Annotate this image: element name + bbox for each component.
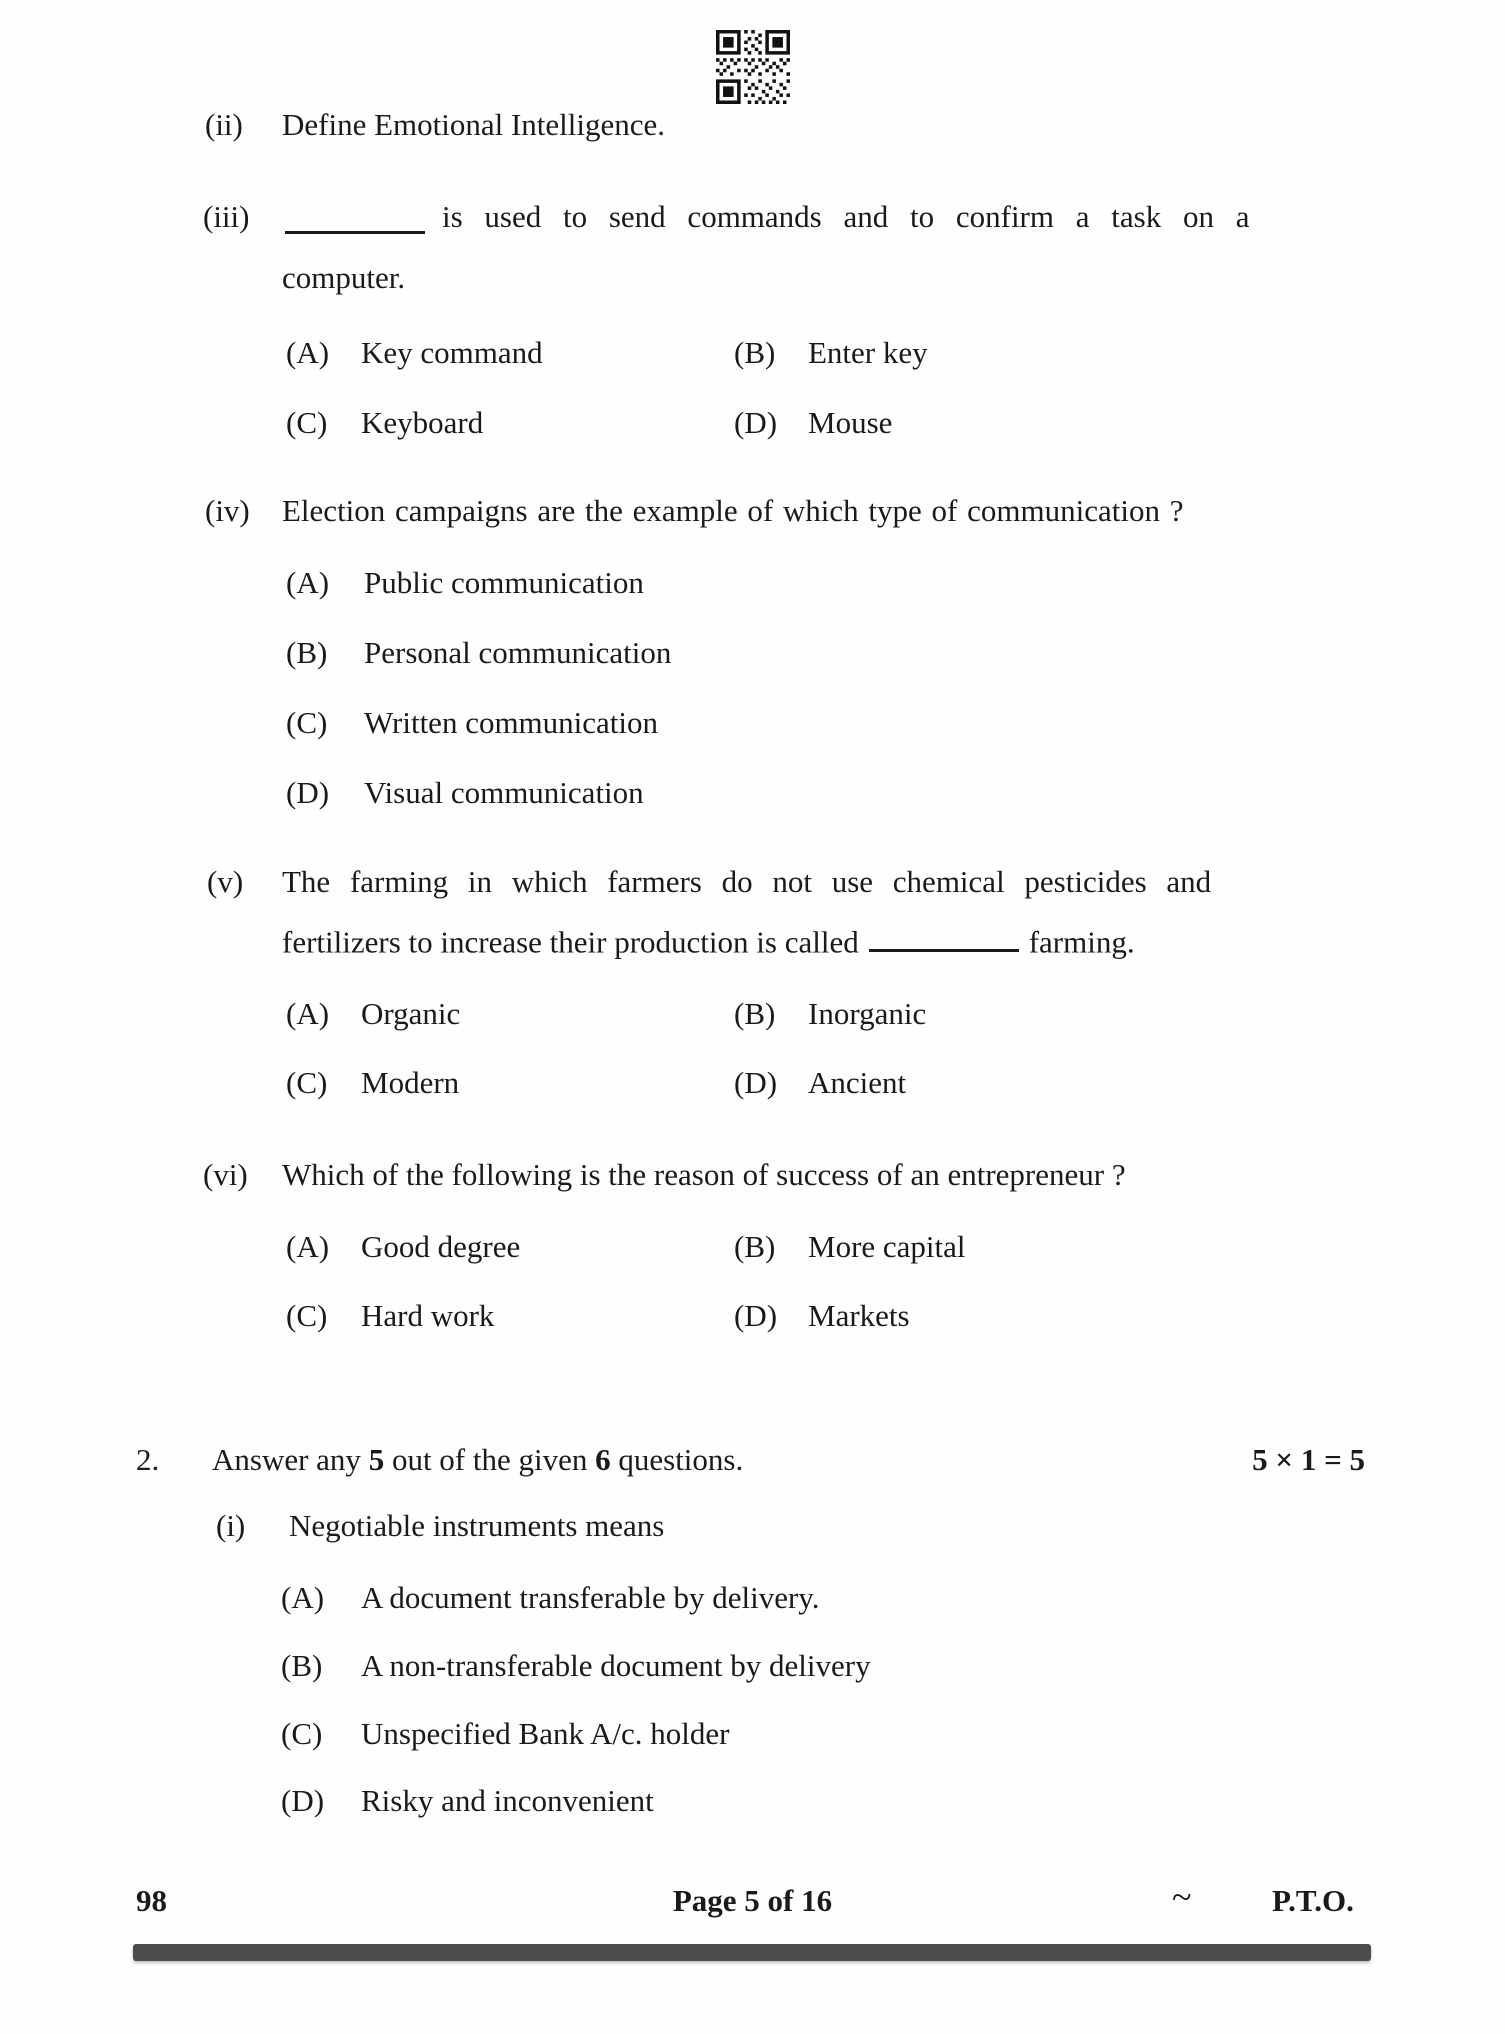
option-text: Unspecified Bank A/c. holder (361, 1716, 730, 1751)
option-text: Markets (808, 1298, 910, 1333)
option-label: (B) (734, 335, 776, 370)
question-text-bold: 6 (595, 1442, 611, 1477)
option-label: (D) (734, 1065, 778, 1100)
option-label: (D) (286, 775, 330, 810)
marks: 5 × 1 = 5 (1252, 1442, 1365, 1477)
option-text: A document transferable by delivery. (361, 1580, 820, 1615)
question-text-part: questions. (610, 1442, 744, 1477)
footer-code: 98 (136, 1883, 167, 1918)
option-text: A non-transferable document by delivery (361, 1648, 871, 1683)
question-number: 2. (136, 1442, 160, 1477)
option-label: (B) (281, 1648, 323, 1683)
footer-bar (133, 1944, 1371, 1961)
question-number: (v) (207, 864, 244, 899)
question-text-part: Answer any (212, 1442, 369, 1477)
option-label: (C) (281, 1716, 323, 1751)
footer-pto: P.T.O. (1272, 1883, 1354, 1918)
option-text: Public communication (364, 565, 644, 600)
question-text: Define Emotional Intelligence. (282, 107, 666, 142)
option-text: Visual communication (364, 775, 644, 810)
option-label: (D) (734, 1298, 778, 1333)
option-label: (C) (286, 1065, 328, 1100)
option-text: Organic (361, 996, 461, 1031)
option-label: (B) (734, 996, 776, 1031)
option-label: (D) (281, 1783, 325, 1818)
option-label: (B) (734, 1229, 776, 1264)
option-label: (C) (286, 1298, 328, 1333)
question-text: computer. (282, 260, 406, 295)
question-text: is used to send commands and to confirm a task on a (442, 199, 1250, 234)
option-label: (A) (286, 996, 330, 1031)
option-text: Enter key (808, 335, 928, 370)
question-number: (vi) (203, 1157, 248, 1192)
option-text: Inorganic (808, 996, 927, 1031)
option-text: Ancient (808, 1065, 907, 1100)
blank-line (869, 923, 1019, 952)
option-label: (C) (286, 405, 328, 440)
question-text: Which of the following is the reason of success of an entrepreneur ? (282, 1157, 1126, 1192)
footer-tilde: ~ (1172, 1877, 1192, 1917)
question-number: (iv) (205, 493, 250, 528)
question-text-part: farming. (1028, 924, 1135, 960)
blank-line (285, 205, 425, 234)
question-text-bold: 5 (368, 1442, 385, 1477)
footer-page: Page 5 of 16 (672, 1883, 833, 1918)
option-text: Hard work (361, 1298, 495, 1333)
question-text-part: fertilizers to increase their production is called (282, 924, 859, 960)
question-text (212, 1441, 743, 1479)
option-text: Modern (361, 1065, 460, 1100)
option-label: (A) (286, 565, 330, 600)
qr-code (716, 28, 790, 106)
option-label: (A) (286, 1229, 330, 1264)
option-text: Written communication (364, 705, 659, 740)
question-text: The farming in which farmers do not use chemical pesticides and (282, 864, 1212, 899)
option-text: Key command (361, 335, 543, 370)
option-label: (D) (734, 405, 778, 440)
option-text: Personal communication (364, 635, 672, 670)
question-number: (i) (216, 1508, 246, 1543)
option-text: Mouse (808, 405, 893, 440)
option-text: Risky and inconvenient (361, 1783, 654, 1818)
question-number: (ii) (205, 107, 243, 142)
question-text: Election campaigns are the example of which type of communication ? (282, 493, 1184, 528)
option-label: (B) (286, 635, 328, 670)
option-label: (A) (281, 1580, 325, 1615)
option-text: Good degree (361, 1229, 521, 1264)
option-label: (C) (286, 705, 328, 740)
option-text: Keyboard (361, 405, 484, 440)
question-number: (iii) (203, 199, 250, 234)
question-text-part: out of the given (384, 1442, 596, 1477)
question-text: Negotiable instruments means (289, 1508, 665, 1543)
option-label: (A) (286, 335, 330, 370)
question-text (282, 923, 1135, 961)
option-text: More capital (808, 1229, 966, 1264)
